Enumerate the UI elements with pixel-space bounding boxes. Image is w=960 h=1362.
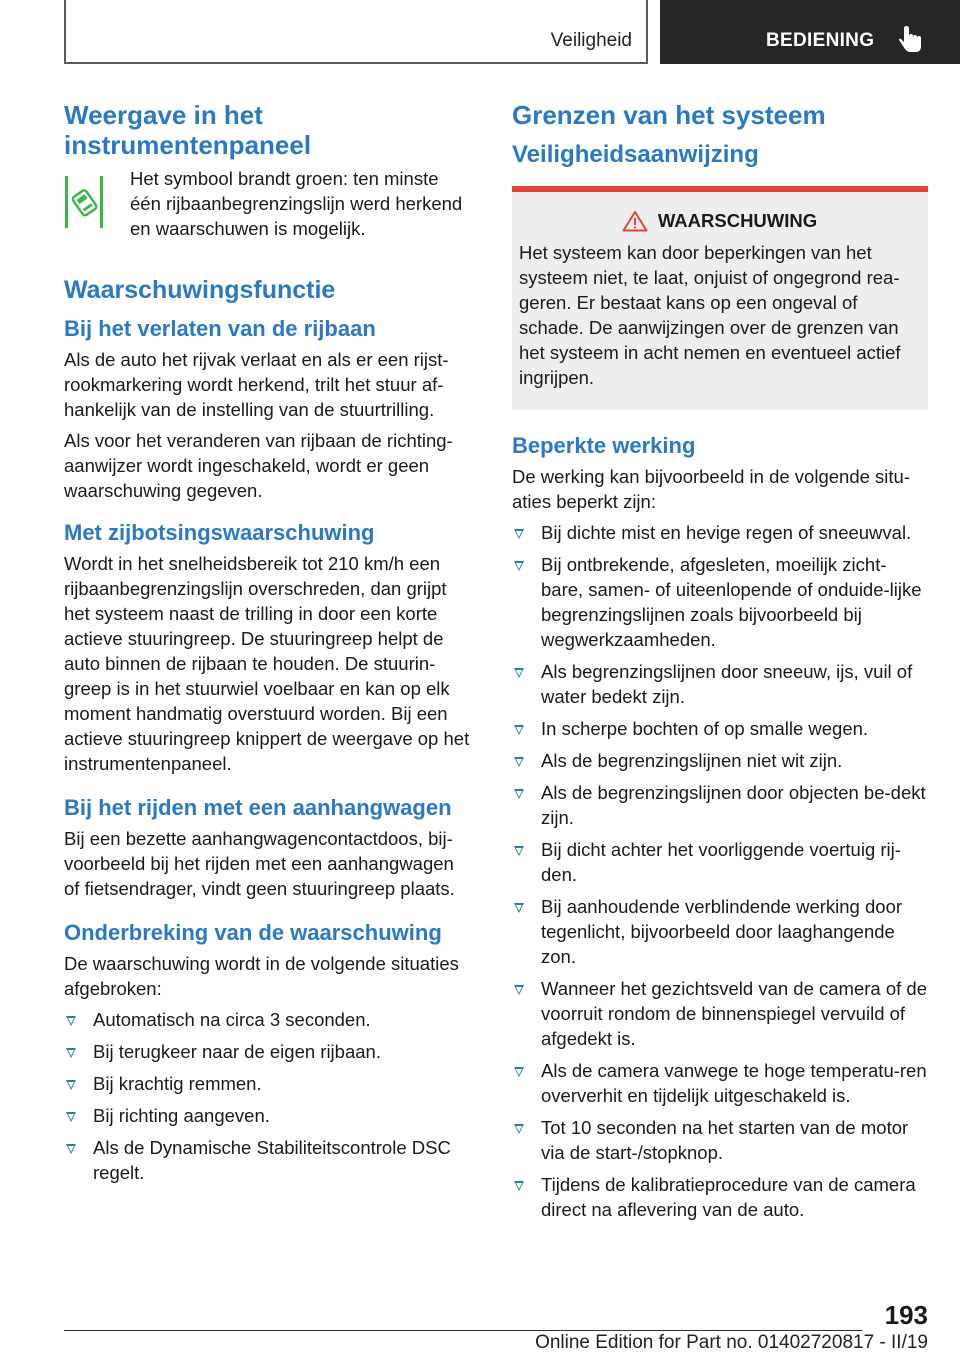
footer-edition	[535, 1332, 928, 1354]
side-collision-title: Met zijbotsingswaarschuwing	[64, 520, 375, 545]
leaving-lane-paragraph-1: Als de auto het rijvak verlaat en als er een rijst-rookmarkering wordt herkend, trilt het stuur af-hankelijk van de instelling van de stuurtrilling.	[64, 349, 449, 420]
bullet-triangle-icon	[66, 1080, 76, 1090]
page-number: 193	[884, 1300, 928, 1330]
list-item: Wanneer het gezichtsveld van de camera of de voorruit rondom de binnenspiegel vervuild of afgedekt is.	[512, 976, 928, 1051]
bullet-triangle-icon	[514, 903, 524, 913]
warning-heading	[519, 210, 920, 232]
limits-title: Grenzen van het systeem	[512, 100, 826, 130]
interrupt-list	[64, 1007, 474, 1185]
header-section-title: Veiligheid	[550, 30, 632, 51]
bullet-triangle-icon	[514, 1067, 524, 1077]
hand-pointer-icon	[898, 26, 924, 54]
list-item: Bij aanhoudende verblindende werking door tegenlicht, bijvoorbeeld door laaghangende zon.	[512, 894, 928, 969]
bullet-triangle-icon	[514, 846, 524, 856]
lane-departure-icon	[64, 174, 104, 230]
edition-text: Online Edition for Part no. 01402720817 - II/19	[535, 1332, 928, 1353]
list-item: Als de begrenzingslijnen niet wit zijn.	[512, 748, 928, 773]
limited-list	[512, 520, 928, 1222]
bullet-triangle-icon	[66, 1112, 76, 1122]
bullet-triangle-icon	[66, 1144, 76, 1154]
symbol-description: Het symbool brandt groen: ten minste één rijbaanbegrenzingslijn werd herkend en waarschuwen is mogelijk.	[130, 168, 463, 239]
bullet-triangle-icon	[514, 757, 524, 767]
lane-departure-symbol	[64, 166, 130, 241]
list-item: Bij richting aangeven.	[64, 1103, 474, 1128]
bullet-triangle-icon	[66, 1048, 76, 1058]
interrupt-paragraph: De waarschuwing wordt in de volgende situaties afgebroken:	[64, 953, 459, 999]
list-item: Bij dicht achter het voorliggende voertuig rij-den.	[512, 837, 928, 887]
list-item: Bij ontbrekende, afgesleten, moeilijk zicht-bare, samen- of uiteenlopende of onduide-lijke begrenzingslijnen zoals bijvoorbeeld bij wegwerkzaamheden.	[512, 552, 928, 652]
bullet-triangle-icon	[514, 1181, 524, 1191]
right-column	[512, 100, 928, 1229]
list-item: Tot 10 seconden na het starten van de motor via de start-/stopknop.	[512, 1115, 928, 1165]
side-collision-paragraph: Wordt in het snelheidsbereik tot 210 km/h een rijbaanbegrenzingslijn overschreden, dan grijpt het systeem naast de trilling in door een korte actieve stuuringreep. De stuuringreep helpt de auto binnen de rijbaan te houden. De stuurin-greep is in het stuurwiel voelbaar en kan op elk moment handmatig overstuurd worden. Bij een actieve stuuringreep knippert de weergave op het instrumentenpaneel.	[64, 553, 470, 774]
list-item: Tijdens de kalibratieprocedure van de camera direct na aflevering van de auto.	[512, 1172, 928, 1222]
bullet-triangle-icon	[514, 725, 524, 735]
list-item: Bij terugkeer naar de eigen rijbaan.	[64, 1039, 474, 1064]
list-item: Als de Dynamische Stabiliteitscontrole DSC regelt.	[64, 1135, 474, 1185]
warning-function-title: Waarschuwingsfunctie	[64, 276, 336, 304]
warning-box	[512, 186, 928, 410]
interrupt-title: Onderbreking van de waarschuwing	[64, 920, 442, 945]
bullet-triangle-icon	[514, 561, 524, 571]
bullet-triangle-icon	[514, 668, 524, 678]
bullet-triangle-icon	[514, 1124, 524, 1134]
trailer-paragraph: Bij een bezette aanhangwagencontactdoos, bij-voorbeeld bij het rijden met een aanhangwagen of fietsendrager, vindt geen stuuringreep plaats.	[64, 828, 455, 899]
header-section-box	[64, 0, 648, 64]
symbol-row	[64, 166, 474, 241]
bullet-triangle-icon	[514, 529, 524, 539]
list-item: Automatisch na circa 3 seconden.	[64, 1007, 474, 1032]
list-item: Bij dichte mist en hevige regen of sneeuwval.	[512, 520, 928, 545]
list-item: Als de camera vanwege te hoge temperatu-ren oververhit en tijdelijk uitgeschakeld is.	[512, 1058, 928, 1108]
bullet-triangle-icon	[66, 1016, 76, 1026]
list-item: Bij krachtig remmen.	[64, 1071, 474, 1096]
footer-divider	[64, 1330, 862, 1331]
warning-label: WAARSCHUWING	[657, 210, 818, 231]
header-chapter-title: BEDIENING	[766, 30, 875, 51]
bullet-triangle-icon	[514, 985, 524, 995]
warning-text: Het systeem kan door beperkingen van het systeem niet, te laat, onjuist of ongegrond rea-geren. Er bestaat kans op een ongeval of schade. De aanwijzingen over de grenzen van het systeem in acht nemen en eventueel actief ingrijpen.	[519, 242, 901, 388]
warning-triangle-icon	[622, 210, 648, 232]
list-item: Als begrenzingslijnen door sneeuw, ijs, vuil of water bedekt zijn.	[512, 659, 928, 709]
limited-title: Beperkte werking	[512, 433, 696, 458]
leaving-lane-paragraph-2: Als voor het veranderen van rijbaan de richting-aanwijzer wordt ingeschakeld, wordt er geen waarschuwing gegeven.	[64, 430, 453, 501]
leaving-lane-title: Bij het verlaten van de rijbaan	[64, 316, 376, 341]
display-title: Weergave in het instrumentenpaneel	[64, 100, 312, 160]
left-column	[64, 100, 474, 1192]
list-item: Als de begrenzingslijnen door objecten be-dekt zijn.	[512, 780, 928, 830]
trailer-title: Bij het rijden met een aanhangwagen	[64, 795, 452, 820]
safety-title: Veiligheidsaanwijzing	[512, 141, 759, 168]
header-chapter-box	[660, 0, 960, 64]
list-item: In scherpe bochten of op smalle wegen.	[512, 716, 928, 741]
limited-paragraph: De werking kan bijvoorbeeld in de volgende situ-aties beperkt zijn:	[512, 466, 910, 512]
bullet-triangle-icon	[514, 789, 524, 799]
